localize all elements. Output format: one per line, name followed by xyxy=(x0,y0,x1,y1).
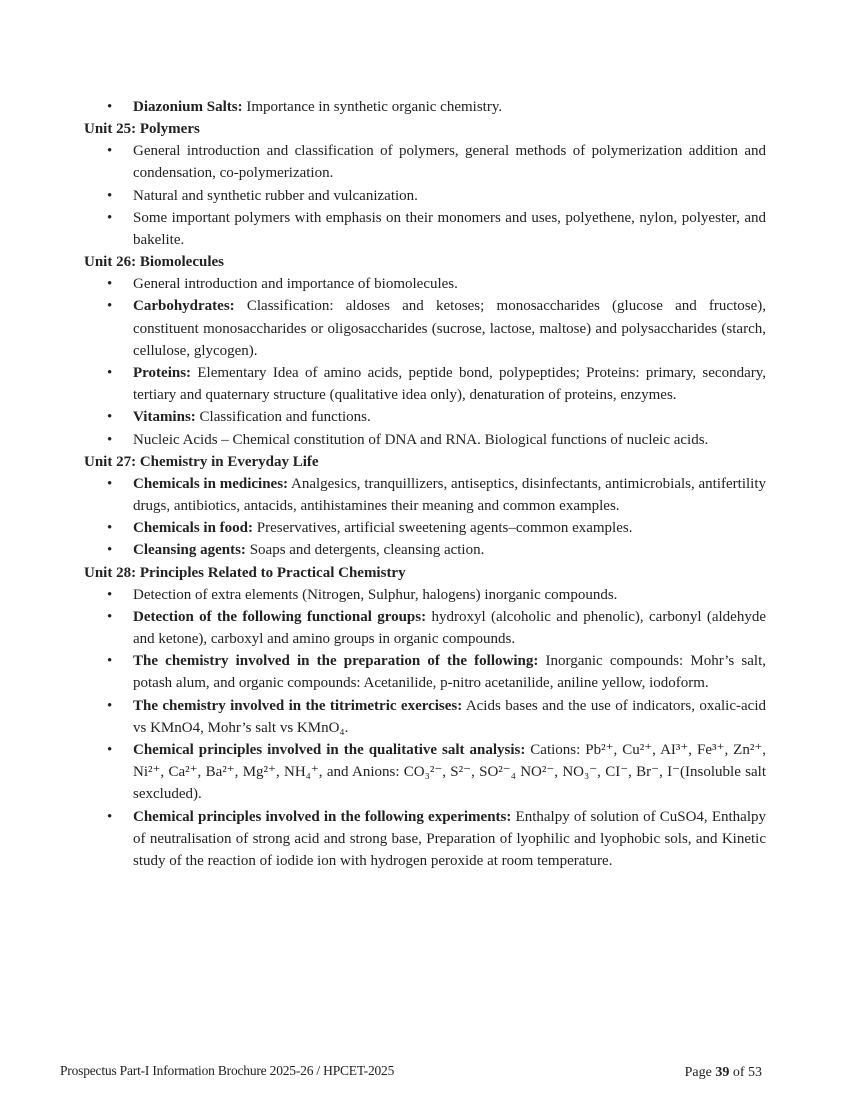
item-text: hydroxyl (alcoholic and phenolic), carbonyl (aldehyde and ketone), carboxyl and amino groups in organic compounds. xyxy=(133,608,766,648)
list-item xyxy=(84,739,766,806)
item-text: Analgesics, tranquillizers, antiseptics, disinfectants, antimicrobials, antifertility drugs, antibiotics, antacids, antihistamines their meaning and common examples. xyxy=(133,475,766,515)
item-text: Detection of extra elements (Nitrogen, Sulphur, halogens) inorganic compounds. xyxy=(133,586,618,603)
item-text: Some important polymers with emphasis on their monomers and uses, polyethene, nylon, polyester, and bakelite. xyxy=(133,209,766,249)
item-label: Detection of the following functional groups: xyxy=(133,608,427,625)
intro-list xyxy=(84,96,766,118)
item-text: General introduction and importance of biomolecules. xyxy=(133,276,458,293)
item-text: Inorganic compounds: Mohr’s salt, potash alum, and organic compounds: Acetanilide, p-nitro acetanilide, aniline yellow, iodoform. xyxy=(133,653,766,692)
item-label: Chemical principles involved in the following experiments: xyxy=(133,808,512,825)
item-label: Chemicals in food: xyxy=(133,520,253,537)
item-text: Enthalpy of solution of CuSO4, Enthalpy of neutralisation of strong acid and strong base, Preparation of lyophilic and lyophobic sols, and Kinetic study of the reaction of iodide ion with hydrogen peroxide at room temperature. xyxy=(133,808,766,870)
item-label: Chemicals in medicines: xyxy=(133,475,289,492)
list-item xyxy=(84,295,766,362)
item-text: General introduction and classification of polymers, general methods of polymerization addition and condensation, co-polymerization. xyxy=(133,143,766,182)
page-prefix: Page xyxy=(684,1065,716,1080)
bullet-icon: • xyxy=(107,143,113,160)
item-label: The chemistry involved in the titrimetric exercises: xyxy=(133,697,463,714)
item-label: Chemical principles involved in the qualitative salt analysis: xyxy=(133,742,526,759)
page-content xyxy=(84,96,766,872)
list-item xyxy=(84,96,766,118)
item-text: Classification: aldoses and ketoses; monosaccharides (glucose and fructose), constituent monosaccharides or oligosaccharides (sucrose, lactose, maltose) and polysaccharides (starch, cellulose, glycogen). xyxy=(133,298,766,359)
bullet-icon: • xyxy=(107,187,113,204)
list-item xyxy=(84,429,766,451)
bullet-icon: • xyxy=(107,431,113,448)
list-item xyxy=(84,606,766,650)
unit-item-list xyxy=(84,473,766,562)
list-item xyxy=(84,207,766,251)
list-item xyxy=(84,140,766,184)
unit-item-list xyxy=(84,273,766,451)
bullet-icon: • xyxy=(107,608,113,625)
list-item xyxy=(84,517,766,539)
bullet-icon: • xyxy=(107,365,113,382)
item-text: Cations: Pb²⁺, Cu²⁺, AI³⁺, Fe³⁺, Zn²⁺, Ni²⁺, Ca²⁺, Ba²⁺, Mg²⁺, NH₄⁺, and Anions: CO₃²⁻, S²⁻, SO²⁻₄ NO²⁻, NO₃⁻, CI⁻, Br⁻, I⁻(Insoluble salt sexcluded). xyxy=(133,742,766,803)
item-text: Classification and functions. xyxy=(195,409,371,426)
list-item xyxy=(84,539,766,561)
bullet-icon: • xyxy=(107,653,113,670)
item-text: Acids bases and the use of indicators, oxalic-acid vs KMnO4, Mohr’s salt vs KMnO₄. xyxy=(133,697,766,736)
item-text: Natural and synthetic rubber and vulcanization. xyxy=(133,187,418,204)
unit-heading: Unit 27: Chemistry in Everyday Life xyxy=(84,453,319,470)
bullet-icon: • xyxy=(107,298,113,315)
bullet-icon: • xyxy=(107,542,113,559)
bullet-icon: • xyxy=(107,276,113,293)
page-suffix: of 53 xyxy=(729,1065,762,1080)
item-text: Soaps and detergents, cleansing action. xyxy=(245,542,485,559)
item-label: Proteins: xyxy=(133,365,192,382)
page-current: 39 xyxy=(715,1065,730,1080)
unit-item-list xyxy=(84,140,766,251)
unit-heading: Unit 28: Principles Related to Practical Chemistry xyxy=(84,564,406,581)
bullet-icon: • xyxy=(107,475,113,492)
bullet-icon: • xyxy=(107,808,113,825)
list-item xyxy=(84,473,766,517)
bullet-icon: • xyxy=(107,99,113,115)
unit-heading: Unit 25: Polymers xyxy=(84,121,200,138)
list-item xyxy=(84,695,766,739)
item-text: Nucleic Acids – Chemical constitution of DNA and RNA. Biological functions of nucleic acids. xyxy=(133,431,709,448)
unit-heading: Unit 26: Biomolecules xyxy=(84,254,224,271)
bullet-icon: • xyxy=(107,742,113,759)
item-label: Cleansing agents: xyxy=(133,542,246,559)
list-item xyxy=(84,584,766,606)
bullet-icon: • xyxy=(107,209,113,226)
item-label: Carbohydrates: xyxy=(133,298,235,315)
bullet-icon: • xyxy=(107,586,113,603)
list-item xyxy=(84,185,766,207)
item-text: Importance in synthetic organic chemistry. xyxy=(242,99,503,115)
footer-title: Prospectus Part-I Information Brochure 2025-26 / HPCET-2025 xyxy=(60,1063,395,1078)
list-item xyxy=(84,273,766,295)
page-number xyxy=(685,1065,762,1081)
list-item xyxy=(84,650,766,694)
bullet-icon: • xyxy=(107,409,113,426)
list-item xyxy=(84,406,766,428)
unit-item-list xyxy=(84,584,766,873)
item-label: Diazonium Salts: xyxy=(133,99,243,115)
bullet-icon: • xyxy=(107,697,113,714)
item-text: Preservatives, artificial sweetening agents–common examples. xyxy=(253,520,633,537)
units-container xyxy=(84,118,766,872)
item-label: The chemistry involved in the preparation of the following: xyxy=(133,653,539,670)
item-text: Elementary Idea of amino acids, peptide bond, polypeptides; Proteins: primary, secondary, tertiary and quaternary structure (qualitative idea only), denaturation of proteins, enzymes. xyxy=(133,365,766,404)
bullet-icon: • xyxy=(107,520,113,537)
list-item xyxy=(84,806,766,873)
item-label: Vitamins: xyxy=(133,409,196,426)
list-item xyxy=(84,362,766,406)
